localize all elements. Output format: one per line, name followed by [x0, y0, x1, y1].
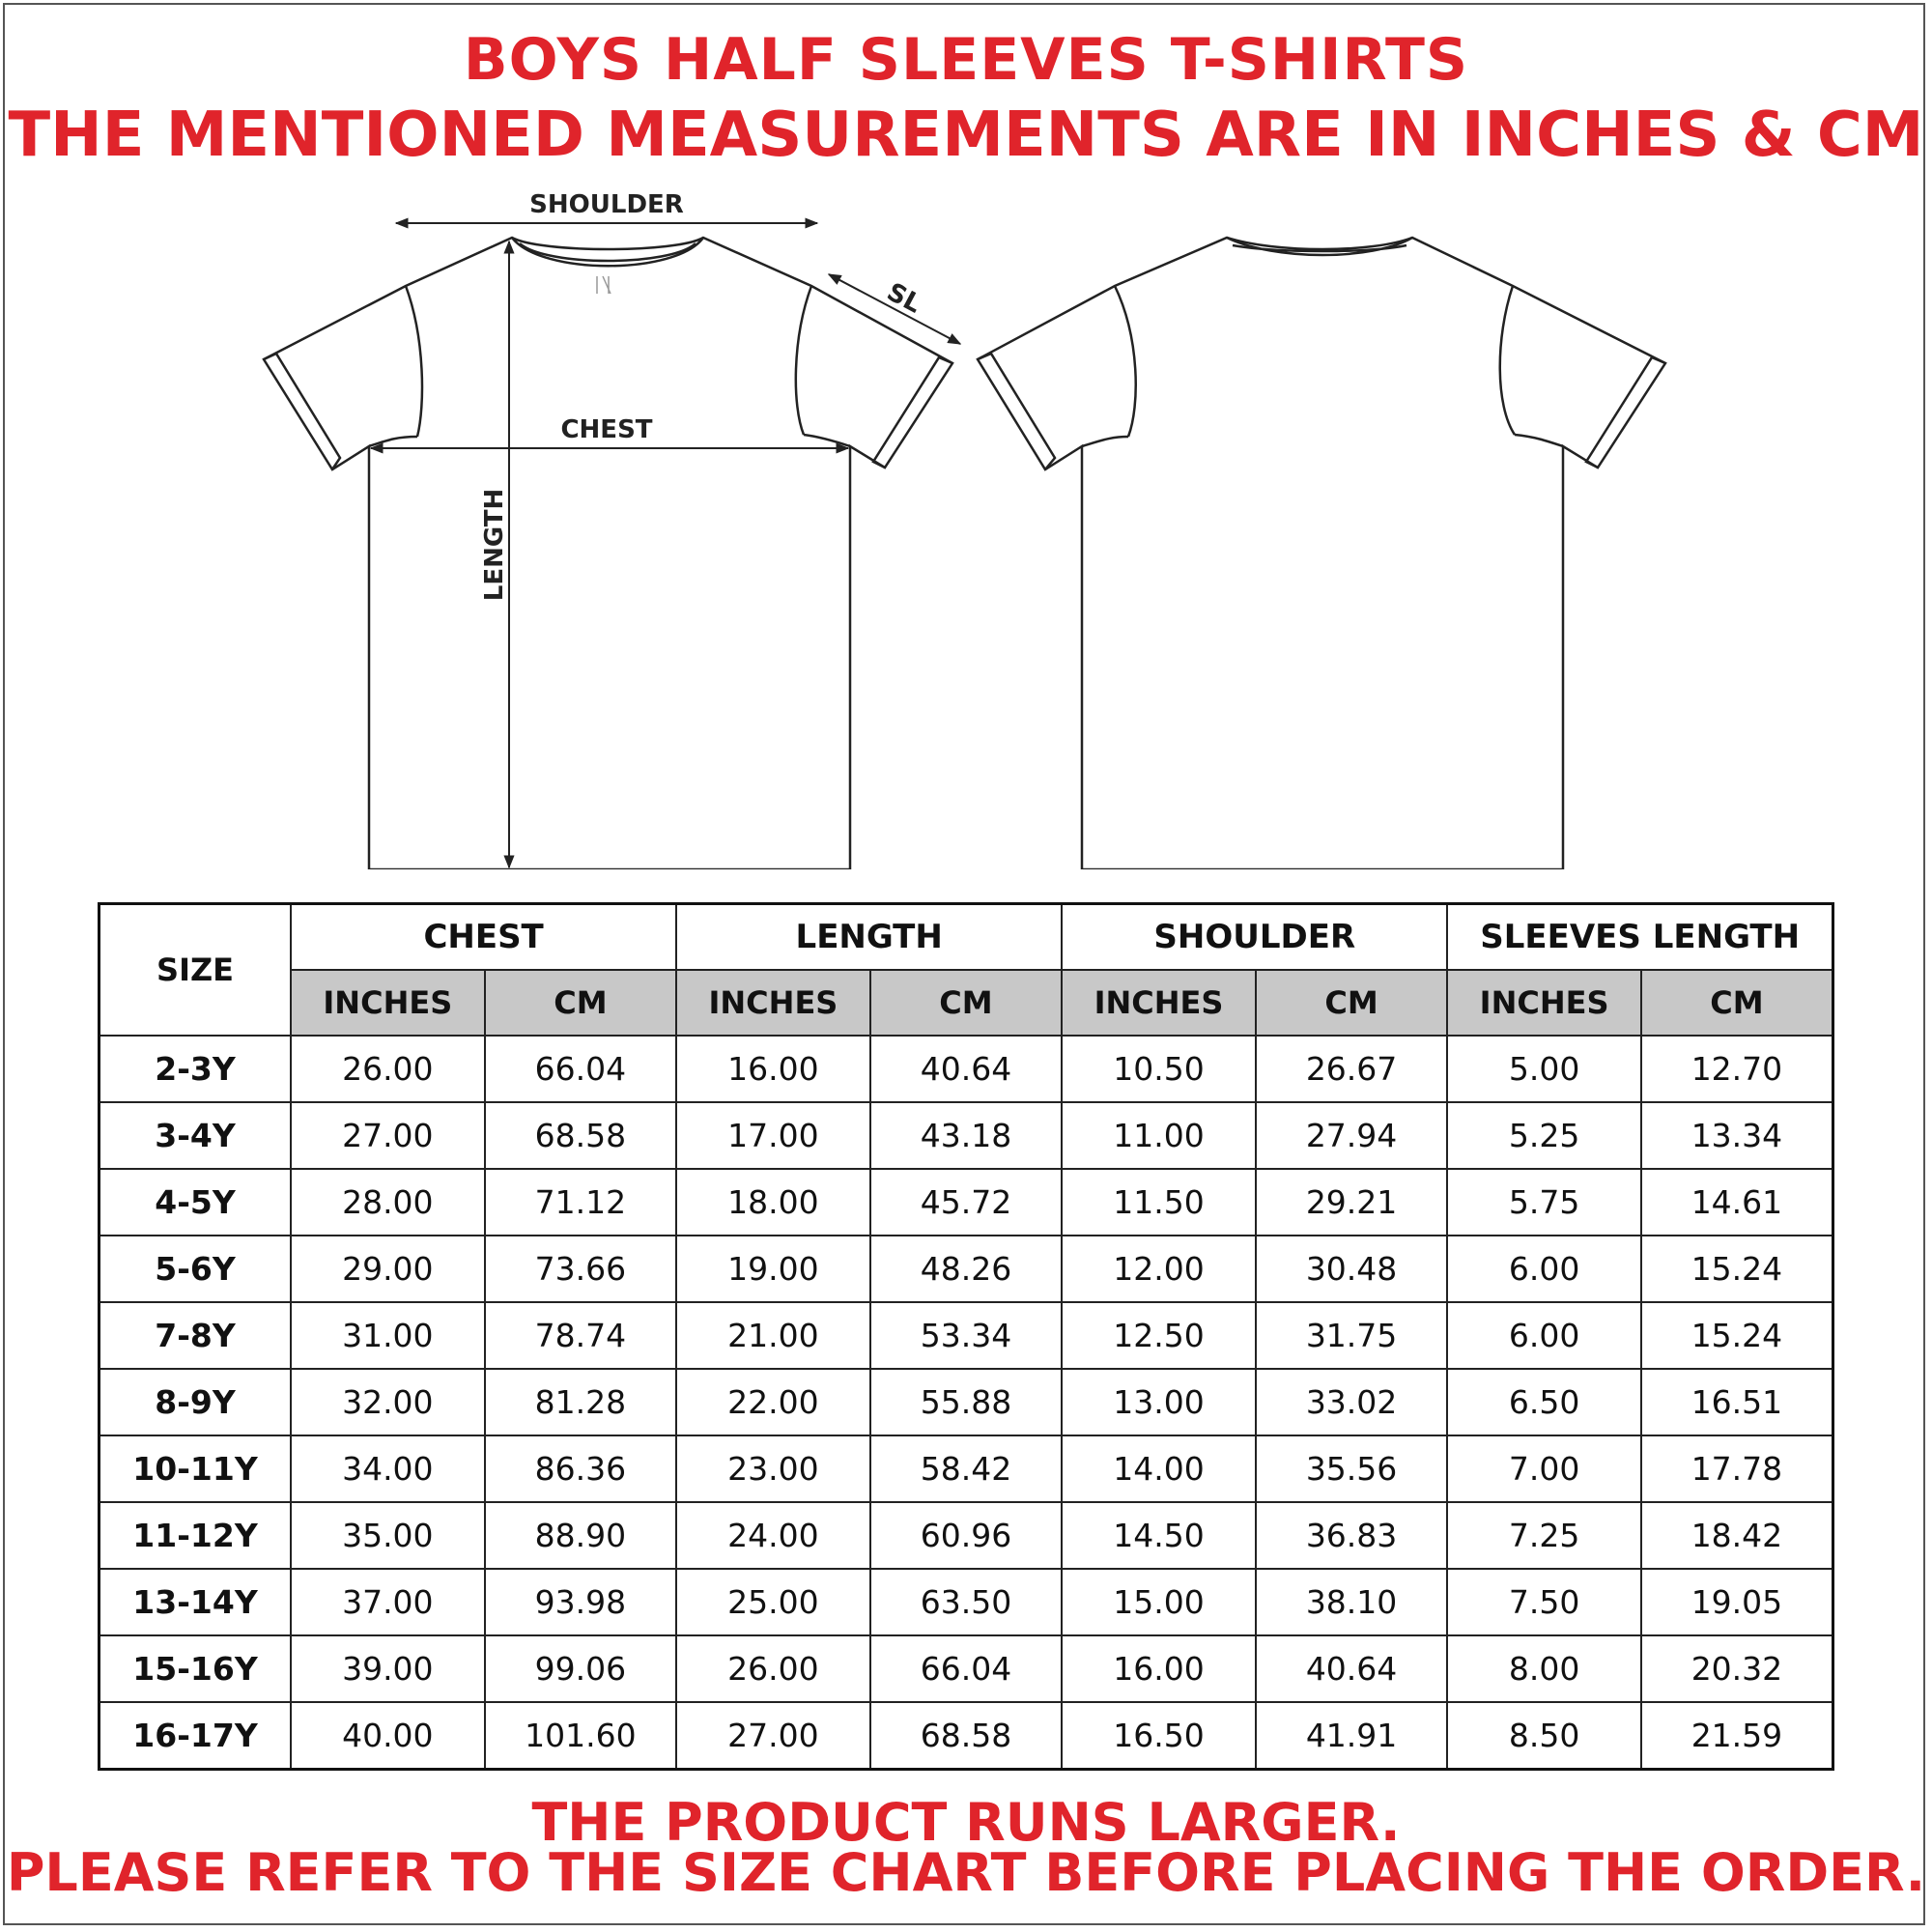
measurement-cell: 8.00 — [1447, 1635, 1641, 1702]
measurement-cell: 40.64 — [870, 1036, 1063, 1102]
size-chart-table — [98, 902, 1834, 1771]
table-row — [99, 1036, 1833, 1102]
measurement-cell: 30.48 — [1256, 1236, 1448, 1302]
measurement-cell: 71.12 — [485, 1169, 677, 1236]
size-cell: 8-9Y — [99, 1369, 292, 1435]
unit-header: INCHES — [1447, 970, 1641, 1036]
size-cell: 2-3Y — [99, 1036, 292, 1102]
measurement-cell: 17.78 — [1641, 1435, 1833, 1502]
table-group-header-row — [99, 904, 1833, 971]
measurement-cell: 12.00 — [1062, 1236, 1256, 1302]
measurement-cell: 29.00 — [291, 1236, 485, 1302]
measurement-cell: 53.34 — [870, 1302, 1063, 1369]
measurement-cell: 34.00 — [291, 1435, 485, 1502]
measurement-cell: 14.50 — [1062, 1502, 1256, 1569]
measurement-cell: 16.50 — [1062, 1702, 1256, 1770]
measurement-cell: 15.24 — [1641, 1236, 1833, 1302]
measurement-cell: 26.67 — [1256, 1036, 1448, 1102]
table-unit-header-row — [99, 970, 1833, 1036]
measurement-cell: 19.00 — [676, 1236, 870, 1302]
table-row — [99, 1102, 1833, 1169]
unit-header: CM — [485, 970, 677, 1036]
size-column-header: SIZE — [99, 904, 292, 1037]
measurement-cell: 35.56 — [1256, 1435, 1448, 1502]
footer-note-1: THE PRODUCT RUNS LARGER. — [531, 1792, 1401, 1853]
measurement-cell: 5.00 — [1447, 1036, 1641, 1102]
measurement-cell: 88.90 — [485, 1502, 677, 1569]
table-row — [99, 1369, 1833, 1435]
measurement-cell: 101.60 — [485, 1702, 677, 1770]
sl-label: SL — [882, 277, 926, 320]
measurement-cell: 43.18 — [870, 1102, 1063, 1169]
measurement-cell: 93.98 — [485, 1569, 677, 1635]
measurement-cell: 48.26 — [870, 1236, 1063, 1302]
measurement-cell: 66.04 — [870, 1635, 1063, 1702]
size-cell: 4-5Y — [99, 1169, 292, 1236]
size-cell: 16-17Y — [99, 1702, 292, 1770]
measurement-cell: 38.10 — [1256, 1569, 1448, 1635]
size-cell: 11-12Y — [99, 1502, 292, 1569]
measurement-cell: 15.24 — [1641, 1302, 1833, 1369]
measurement-cell: 39.00 — [291, 1635, 485, 1702]
table-row — [99, 1502, 1833, 1569]
measurement-cell: 29.21 — [1256, 1169, 1448, 1236]
measurement-cell: 22.00 — [676, 1369, 870, 1435]
measurement-cell: 12.70 — [1641, 1036, 1833, 1102]
unit-header: INCHES — [291, 970, 485, 1036]
measurement-cell: 13.34 — [1641, 1102, 1833, 1169]
measurement-cell: 68.58 — [485, 1102, 677, 1169]
measurement-cell: 21.59 — [1641, 1702, 1833, 1770]
measurement-cell: 6.00 — [1447, 1302, 1641, 1369]
measurement-cell: 68.58 — [870, 1702, 1063, 1770]
measurement-cell: 86.36 — [485, 1435, 677, 1502]
measurement-cell: 26.00 — [291, 1036, 485, 1102]
unit-header: CM — [1256, 970, 1448, 1036]
measurement-cell: 16.51 — [1641, 1369, 1833, 1435]
measurement-cell: 14.00 — [1062, 1435, 1256, 1502]
tshirt-diagram — [0, 174, 1932, 869]
measurement-cell: 26.00 — [676, 1635, 870, 1702]
measurement-cell: 40.64 — [1256, 1635, 1448, 1702]
shoulder-header: SHOULDER — [1062, 904, 1447, 971]
measurement-cell: 40.00 — [291, 1702, 485, 1770]
chest-header: CHEST — [291, 904, 676, 971]
unit-header: INCHES — [676, 970, 870, 1036]
measurement-cell: 27.94 — [1256, 1102, 1448, 1169]
measurement-cell: 27.00 — [291, 1102, 485, 1169]
measurement-cell: 32.00 — [291, 1369, 485, 1435]
size-cell: 7-8Y — [99, 1302, 292, 1369]
size-cell: 5-6Y — [99, 1236, 292, 1302]
measurement-cell: 41.91 — [1256, 1702, 1448, 1770]
sleeves-length-header: SLEEVES LENGTH — [1447, 904, 1833, 971]
table-row — [99, 1302, 1833, 1369]
measurement-cell: 8.50 — [1447, 1702, 1641, 1770]
measurement-cell: 63.50 — [870, 1569, 1063, 1635]
size-cell: 10-11Y — [99, 1435, 292, 1502]
measurement-cell: 16.00 — [676, 1036, 870, 1102]
measurement-cell: 17.00 — [676, 1102, 870, 1169]
measurement-cell: 24.00 — [676, 1502, 870, 1569]
measurement-cell: 16.00 — [1062, 1635, 1256, 1702]
chest-label: CHEST — [560, 415, 653, 444]
measurement-cell: 6.50 — [1447, 1369, 1641, 1435]
measurement-cell: 37.00 — [291, 1569, 485, 1635]
measurement-cell: 18.42 — [1641, 1502, 1833, 1569]
measurement-cell: 12.50 — [1062, 1302, 1256, 1369]
measurement-cell: 11.00 — [1062, 1102, 1256, 1169]
measurement-cell: 7.25 — [1447, 1502, 1641, 1569]
footer-note-2: PLEASE REFER TO THE SIZE CHART BEFORE PLACING THE ORDER. — [6, 1842, 1926, 1903]
measurement-cell: 23.00 — [676, 1435, 870, 1502]
measurement-cell: 13.00 — [1062, 1369, 1256, 1435]
measurement-cell: 25.00 — [676, 1569, 870, 1635]
measurement-cell: 81.28 — [485, 1369, 677, 1435]
measurement-cell: 11.50 — [1062, 1169, 1256, 1236]
measurement-cell: 73.66 — [485, 1236, 677, 1302]
measurement-cell: 66.04 — [485, 1036, 677, 1102]
measurement-cell: 45.72 — [870, 1169, 1063, 1236]
table-row — [99, 1435, 1833, 1502]
measurement-cell: 20.32 — [1641, 1635, 1833, 1702]
measurement-cell: 7.50 — [1447, 1569, 1641, 1635]
page-title: BOYS HALF SLEEVES T-SHIRTS — [463, 26, 1469, 94]
size-cell: 3-4Y — [99, 1102, 292, 1169]
measurement-cell: 27.00 — [676, 1702, 870, 1770]
table-body — [99, 1036, 1833, 1770]
measurement-cell: 35.00 — [291, 1502, 485, 1569]
measurement-cell: 31.00 — [291, 1302, 485, 1369]
measurement-cell: 6.00 — [1447, 1236, 1641, 1302]
measurement-cell: 5.75 — [1447, 1169, 1641, 1236]
page-subtitle: THE MENTIONED MEASUREMENTS ARE IN INCHES & CM — [8, 99, 1924, 171]
measurement-cell: 18.00 — [676, 1169, 870, 1236]
table-row — [99, 1169, 1833, 1236]
measurement-cell: 78.74 — [485, 1302, 677, 1369]
table-row — [99, 1702, 1833, 1770]
measurement-cell: 21.00 — [676, 1302, 870, 1369]
unit-header: CM — [870, 970, 1063, 1036]
measurement-cell: 14.61 — [1641, 1169, 1833, 1236]
measurement-cell: 55.88 — [870, 1369, 1063, 1435]
measurement-cell: 5.25 — [1447, 1102, 1641, 1169]
measurement-cell: 33.02 — [1256, 1369, 1448, 1435]
measurement-cell: 31.75 — [1256, 1302, 1448, 1369]
tshirt-back-icon — [978, 238, 1665, 869]
measurement-cell: 7.00 — [1447, 1435, 1641, 1502]
tshirt-front-icon — [264, 238, 952, 869]
size-cell: 13-14Y — [99, 1569, 292, 1635]
measurement-cell: 58.42 — [870, 1435, 1063, 1502]
measurement-cell: 19.05 — [1641, 1569, 1833, 1635]
measurement-cell: 15.00 — [1062, 1569, 1256, 1635]
measurement-cell: 36.83 — [1256, 1502, 1448, 1569]
size-cell: 15-16Y — [99, 1635, 292, 1702]
unit-header: CM — [1641, 970, 1833, 1036]
table-row — [99, 1236, 1833, 1302]
shoulder-label: SHOULDER — [529, 190, 684, 219]
table-row — [99, 1635, 1833, 1702]
table-row — [99, 1569, 1833, 1635]
measurement-cell: 99.06 — [485, 1635, 677, 1702]
length-label: LENGTH — [480, 488, 509, 602]
measurement-cell: 10.50 — [1062, 1036, 1256, 1102]
measurement-cell: 60.96 — [870, 1502, 1063, 1569]
measurement-cell: 28.00 — [291, 1169, 485, 1236]
unit-header: INCHES — [1062, 970, 1256, 1036]
length-header: LENGTH — [676, 904, 1062, 971]
